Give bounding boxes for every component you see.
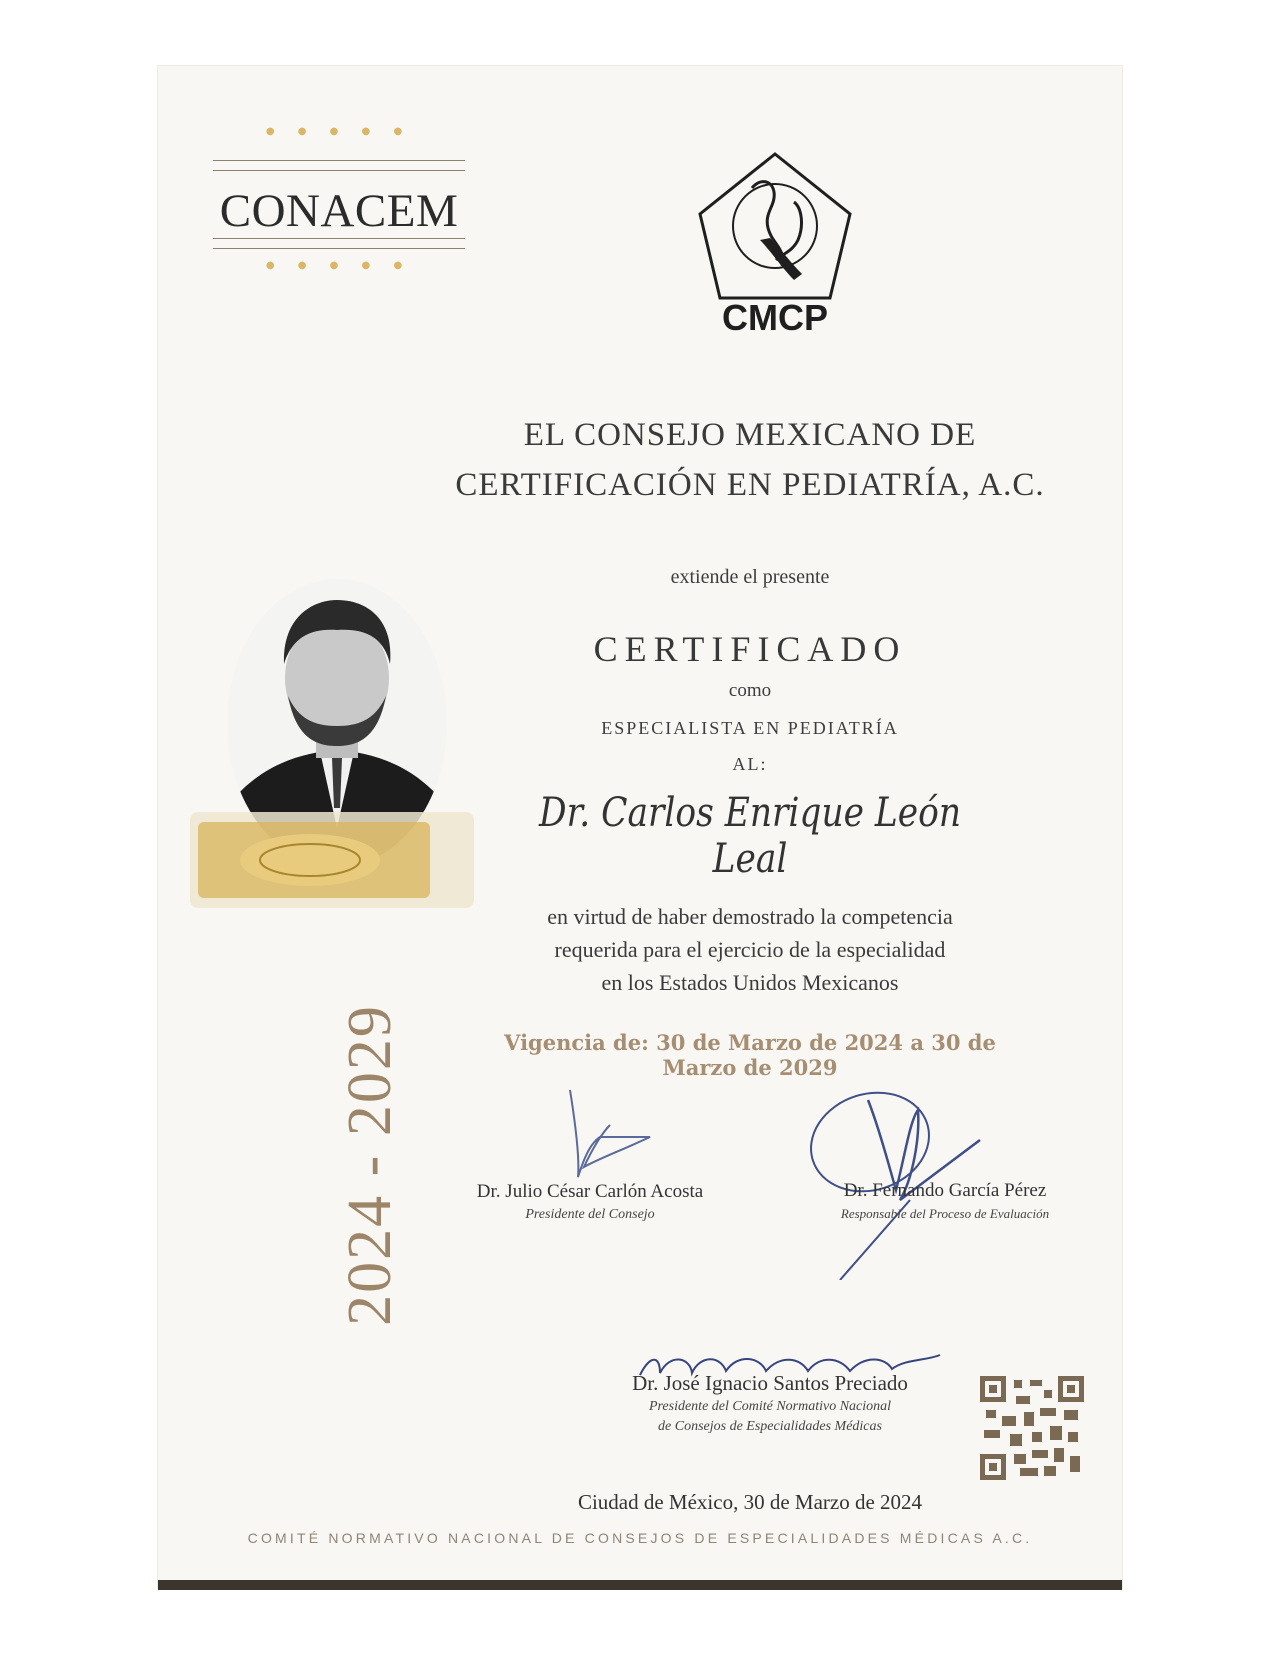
qr-code-icon [980, 1376, 1084, 1480]
council-line-2: CERTIFICACIÓN EN PEDIATRÍA, A.C. [455, 467, 1045, 503]
conacem-logo [213, 126, 465, 271]
qr-code[interactable] [980, 1376, 1084, 1480]
signature-1-icon [550, 1085, 670, 1185]
signatory-3-role-line-2: de Consejos de Especialidades Médicas [658, 1419, 882, 1434]
council-line-1: EL CONSEJO MEXICANO DE [523, 417, 977, 453]
cmcp-logo [690, 148, 860, 348]
al-text: AL: [732, 754, 768, 774]
bottom-edge [158, 1580, 1122, 1590]
certificado-title: CERTIFICADO [593, 629, 907, 669]
place-and-date: Ciudad de México, 30 de Marzo de 2024 [577, 1490, 923, 1514]
signatory-3-role-line-1: Presidente del Comité Normativo Nacional [648, 1399, 892, 1414]
competence-statement [470, 900, 1030, 999]
specialty-text: ESPECIALISTA EN PEDIATRÍA [601, 718, 899, 738]
gold-seal [190, 812, 474, 908]
como-text: como [728, 680, 772, 701]
gold-dots-bottom: ● ● ● ● ● [265, 260, 413, 271]
recipient-name: Dr. Carlos Enrique León Leal [539, 790, 961, 882]
signatory-1-name: Dr. Julio César Carlón Acosta [476, 1181, 704, 1202]
signatory-2-role: Responsable del Proceso de Evaluación [840, 1206, 1050, 1221]
cmcp-emblem-icon [690, 148, 860, 348]
council-heading [430, 410, 1070, 510]
footer-committee: COMITÉ NORMATIVO NACIONAL DE CONSEJOS DE ESPECIALIDADES MÉDICAS A.C. [247, 1530, 1033, 1546]
extiende-text: extiende el presente [670, 566, 830, 588]
conacem-title: CONACEM [219, 185, 459, 237]
competence-line-2: requerida para el ejercicio de la especialidad [554, 937, 946, 962]
signatory-1-role: Presidente del Consejo [525, 1207, 655, 1222]
cmcp-label: CMCP [722, 297, 828, 338]
validity-years-vertical: 2024 - 2029 [336, 1004, 404, 1326]
gold-dots-top: ● ● ● ● ● [265, 126, 413, 137]
signatory-2-name: Dr. Fernando García Pérez [843, 1180, 1047, 1201]
signatory-3-name: Dr. José Ignacio Santos Preciado [632, 1371, 908, 1395]
competence-line-1: en virtud de haber demostrado la competencia [547, 904, 953, 929]
validity-period: Vigencia de: 30 de Marzo de 2024 a 30 de Marzo de 2029 [504, 1030, 996, 1080]
competence-line-3: en los Estados Unidos Mexicanos [601, 970, 899, 995]
signature-block-3 [570, 1345, 970, 1455]
signature-block-1 [440, 1085, 740, 1222]
signature-block-2 [800, 1080, 1090, 1280]
